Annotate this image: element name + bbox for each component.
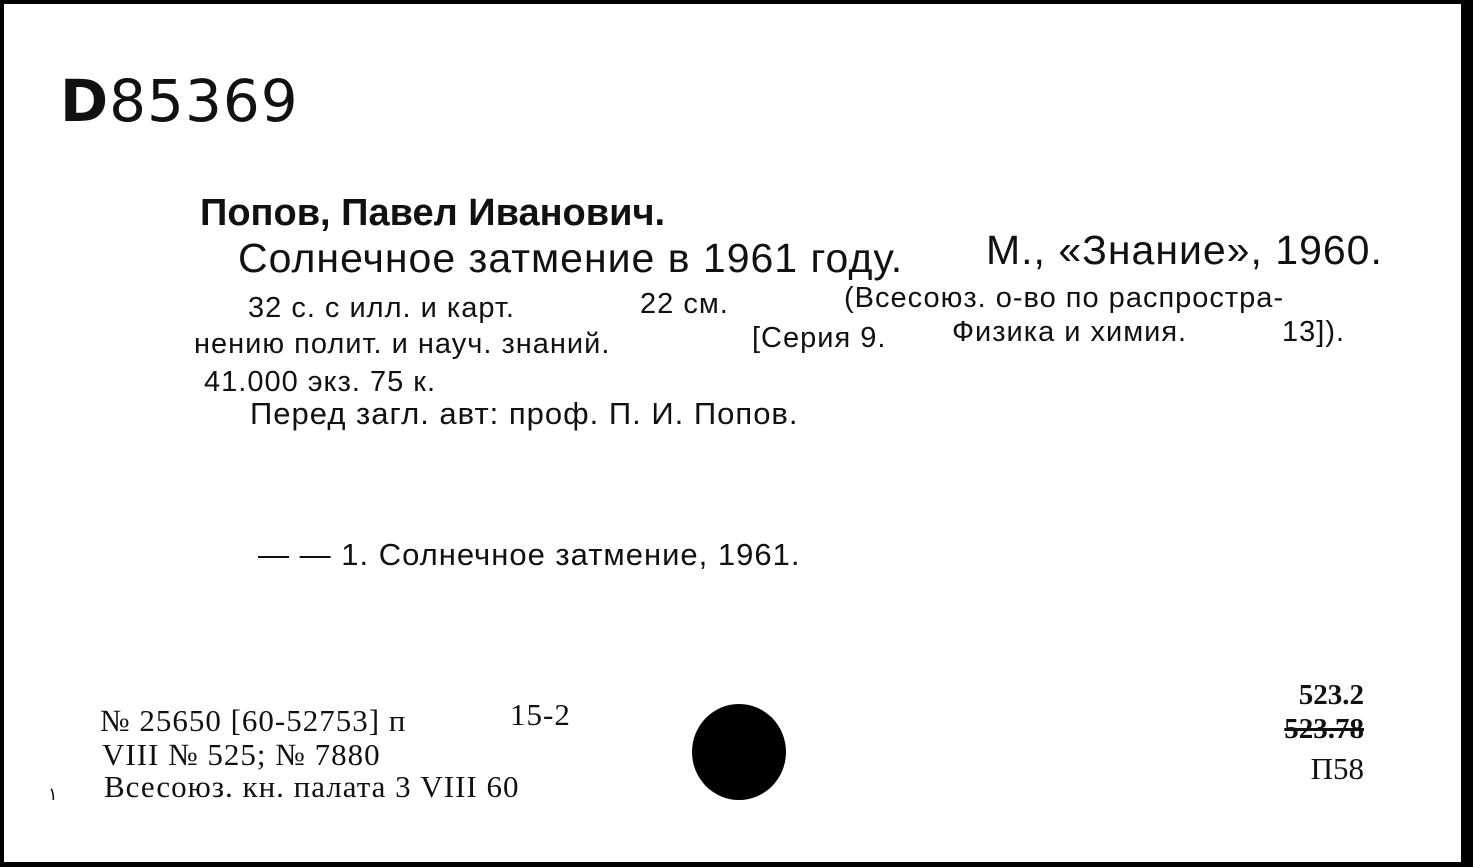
collation-size: 22 см. xyxy=(640,288,729,320)
registration-number: № 25650 [60-52753] п xyxy=(100,703,407,738)
registration-order: VIII № 525; № 7880 xyxy=(102,737,381,772)
author-mark: П58 xyxy=(1310,751,1364,786)
margin-mark: ١ xyxy=(48,784,58,804)
classification-struck: 523.78 xyxy=(1284,713,1364,745)
punch-hole xyxy=(692,704,786,800)
series-statement-part1: (Всесоюз. о-во по распростра- xyxy=(844,282,1285,314)
collation-pages: 32 с. с илл. и карт. xyxy=(248,292,515,324)
registration-chamber: Всесоюз. кн. палата 3 VIII 60 xyxy=(104,769,520,804)
series-statement-part5: 13]). xyxy=(1282,316,1346,348)
inventory-prefix: D xyxy=(60,67,110,135)
book-title: Солнечное затмение в 1961 году. xyxy=(238,235,904,281)
series-statement-part2: нению полит. и науч. знаний. xyxy=(194,328,611,360)
inventory-digits: 85369 xyxy=(109,67,299,135)
publication-imprint: М., «Знание», 1960. xyxy=(986,227,1383,273)
series-statement-part3: [Серия 9. xyxy=(752,322,887,354)
copies-and-price: 41.000 экз. 75 к. xyxy=(204,366,437,398)
inventory-number xyxy=(60,66,299,136)
subject-heading: — — 1. Солнечное затмение, 1961. xyxy=(258,537,801,572)
author-note: Перед загл. авт: проф. П. И. Попов. xyxy=(250,396,799,431)
registration-code: 15-2 xyxy=(510,697,571,732)
series-statement-part4: Физика и химия. xyxy=(952,316,1188,348)
author-heading: Попов, Павел Иванович. xyxy=(200,192,666,234)
classification-current: 523.2 xyxy=(1298,679,1364,711)
